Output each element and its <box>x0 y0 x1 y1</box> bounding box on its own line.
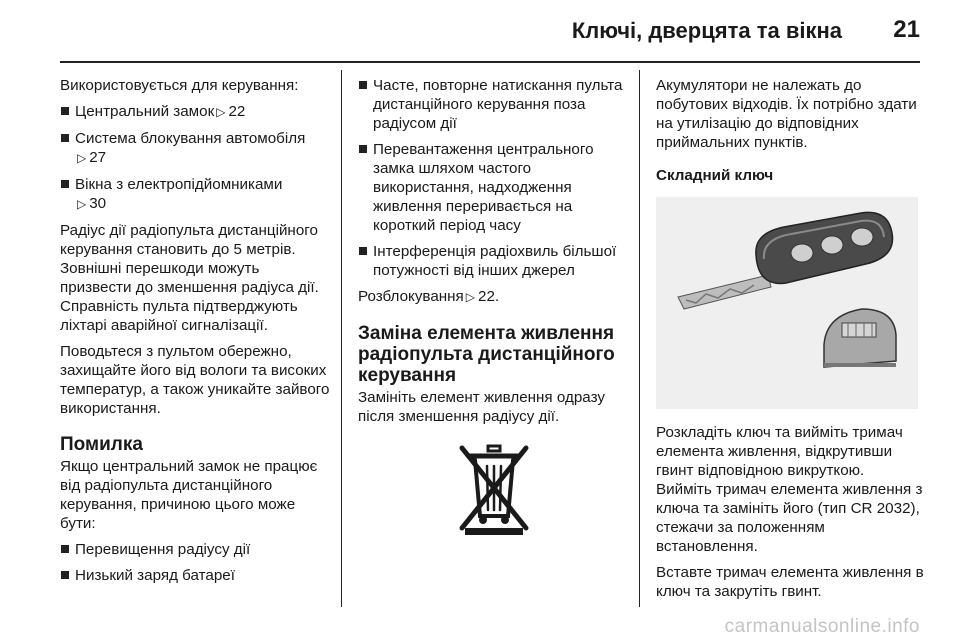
page-ref-icon: ▷ <box>465 290 476 304</box>
page-ref-icon: ▷ <box>216 105 226 119</box>
header-rule <box>60 61 920 63</box>
uses-intro: Використовується для керування: <box>60 77 299 94</box>
page-title: Ключі, дверцята та вікна <box>571 18 842 43</box>
unlock-paragraph: Розблокування ▷ 22. <box>358 288 500 305</box>
page-header <box>60 0 920 60</box>
uses-list <box>60 102 332 214</box>
key-illustration <box>656 197 918 409</box>
list-item: Перевантаження центрального замка шляхом частого використання, надходження живлення переривається на короткий період часу <box>358 140 630 235</box>
fault-heading: Помилка <box>60 434 143 455</box>
care-paragraph: Поводьтеся з пультом обережно, захищайте його від вологи та високих температур, а також уникайте зайвого використання. <box>60 343 330 417</box>
column-1 <box>60 76 332 592</box>
column-3 <box>656 76 924 608</box>
crossed-out-bin-icon <box>457 442 531 536</box>
causes-list-cont <box>358 76 630 280</box>
causes-list <box>60 540 332 585</box>
page-ref-link[interactable]: 27 <box>89 149 107 166</box>
watermark: carmanualsonline.info <box>724 616 920 637</box>
folding-key-icon <box>656 197 918 409</box>
list-item: Вікна з електропідйомниками ▷ 30 <box>60 175 332 214</box>
battery-paragraph: Замініть елемент живлення одразу після зменшення радіусу дії. <box>358 389 605 425</box>
list-item: Інтерференція радіохвиль більшої потужності від інших джерел <box>358 242 630 280</box>
page-ref-icon: ▷ <box>77 151 87 165</box>
column-divider <box>341 70 342 607</box>
page-number: 21 <box>893 16 920 43</box>
list-item: Низький заряд батареї <box>60 566 332 585</box>
list-item: Перевищення радіусу дії <box>60 540 332 559</box>
list-item: Часте, повторне натискання пульта дистанційного керування поза радіусом дії <box>358 76 630 133</box>
range-paragraph: Радіус дії радіопульта дистанційного керування становить до 5 метрів. Зовнішні перешкоди можуть призвести до зменшення радіуса дії. Справність пульта підтверджують ліхтарі аварійної сигналізації. <box>60 222 319 334</box>
page-ref-link[interactable]: 30 <box>89 195 107 212</box>
fault-paragraph: Якщо центральний замок не працює від радіопульта дистанційного керування, причиною цього може бути: <box>60 458 318 532</box>
column-2 <box>358 76 630 536</box>
list-item: Система блокування автомобіля ▷ 27 <box>60 129 332 168</box>
column-divider <box>639 70 640 607</box>
instruction-paragraph: Вставте тримач елемента живлення в ключ та закрутіть гвинт. <box>656 564 924 600</box>
page-ref-link[interactable]: 22 <box>228 103 246 120</box>
page-ref-icon: ▷ <box>77 197 87 211</box>
instruction-paragraph: Розкладіть ключ та вийміть тримач елемента живлення, відкрутивши гвинт відповідною викруткою. Вийміть тримач елемента живлення з ключа та замініть його (тип CR 2032), стежачи за положенням встановлення. <box>656 424 923 555</box>
page-ref-link[interactable]: 22. <box>478 288 500 305</box>
disposal-paragraph: Акумулятори не належать до побутових відходів. Їх потрібно здати на утилізацію до відповідних приймальних пунктів. <box>656 77 917 151</box>
battery-heading: Заміна елемента живлення радіопульта дистанційного керування <box>358 323 615 386</box>
folding-key-heading: Складний ключ <box>656 167 774 184</box>
list-item: Центральний замок ▷ 22 <box>60 102 332 122</box>
